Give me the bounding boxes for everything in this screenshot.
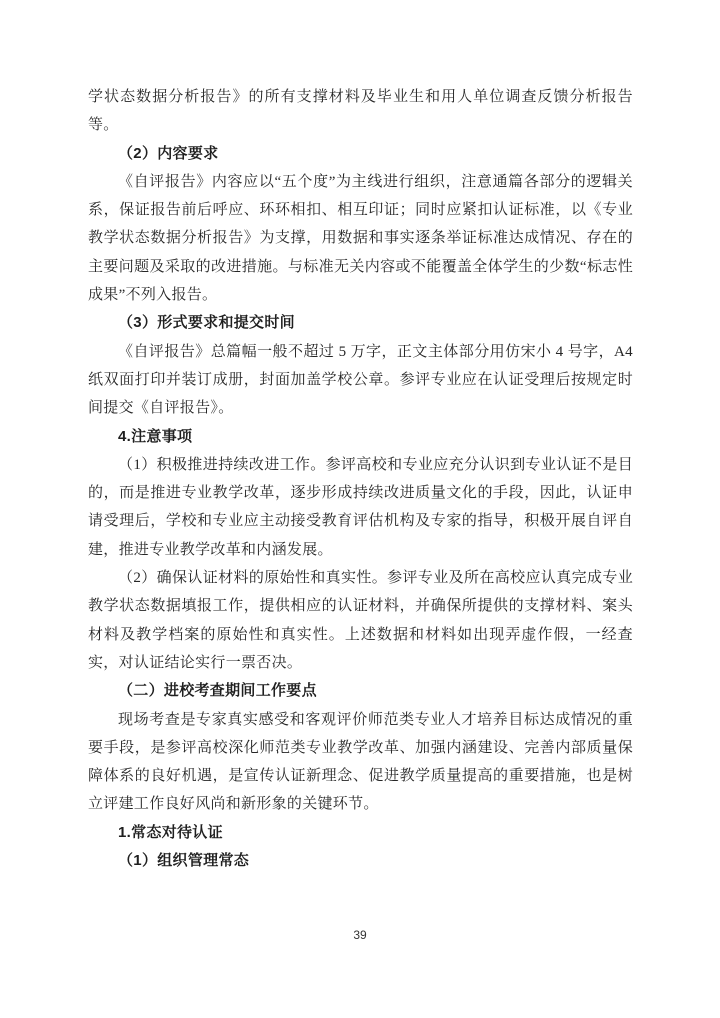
paragraph: （2）确保认证材料的原始性和真实性。参评专业及所在高校应认真完成专业教学状态数据填报工作，提供相应的认证材料，并确保所提供的支撑材料、案头材料及教学档案的原始性和真实性。上述数据和材料如出现弄虚作假，一经查实，对认证结论实行一票否决。 [88, 570, 633, 671]
page-number: 39 [353, 928, 367, 942]
paragraph: 《自评报告》内容应以“五个度”为主线进行组织，注意通篇各部分的逻辑关系，保证报告前后呼应、环环相扣、相互印证；同时应紧扣认证标准，以《专业教学状态数据分析报告》为支撑，用数据和事实逐条举证标准达成情况、存在的主要问题及采取的改进措施。与标准无关内容或不能覆盖全体学生的少数“标志性成果”不列入报告。 [88, 173, 633, 304]
heading-notes: 4.注意事项 [118, 427, 193, 445]
heading-content-requirements: （2）内容要求 [118, 144, 219, 162]
paragraph: 现场考查是专家真实感受和客观评价师范类专业人才培养目标达成情况的重要手段，是参评高校深化师范类专业教学改革、加强内涵建设、完善内部质量保障体系的良好机遇，是宣传认证新理念、促进教学质量提高的重要措施，也是树立评建工作良好风尚和新形象的关键环节。 [88, 711, 633, 813]
paragraph: （1）积极推进持续改进工作。参评高校和专业应充分认识到专业认证不是目的，而是推进专业教学改革，逐步形成持续改进质量文化的手段，因此，认证申请受理后，学校和专业应主动接受教育评估机构及专家的指导，积极开展自评自建，推进专业教学改革和内涵发展。 [88, 456, 633, 558]
paragraph-continuation: 学状态数据分析报告》的所有支撑材料及毕业生和用人单位调查反馈分析报告等。 [88, 89, 633, 134]
document-body [88, 83, 633, 875]
heading-normal-attitude-certification: 1.常态对待认证 [118, 823, 223, 841]
heading-organization-management-normal: （1）组织管理常态 [118, 852, 250, 870]
heading-onsite-inspection-work-points: （二）进校考查期间工作要点 [118, 682, 317, 700]
paragraph: 《自评报告》总篇幅一般不超过 5 万字，正文主体部分用仿宋小 4 号字，A4纸双面打印并装订成册，封面加盖学校公章。参评专业应在认证受理后按规定时间提交《自评报告》。 [88, 343, 633, 417]
heading-format-and-submission-time: （3）形式要求和提交时间 [118, 314, 295, 332]
